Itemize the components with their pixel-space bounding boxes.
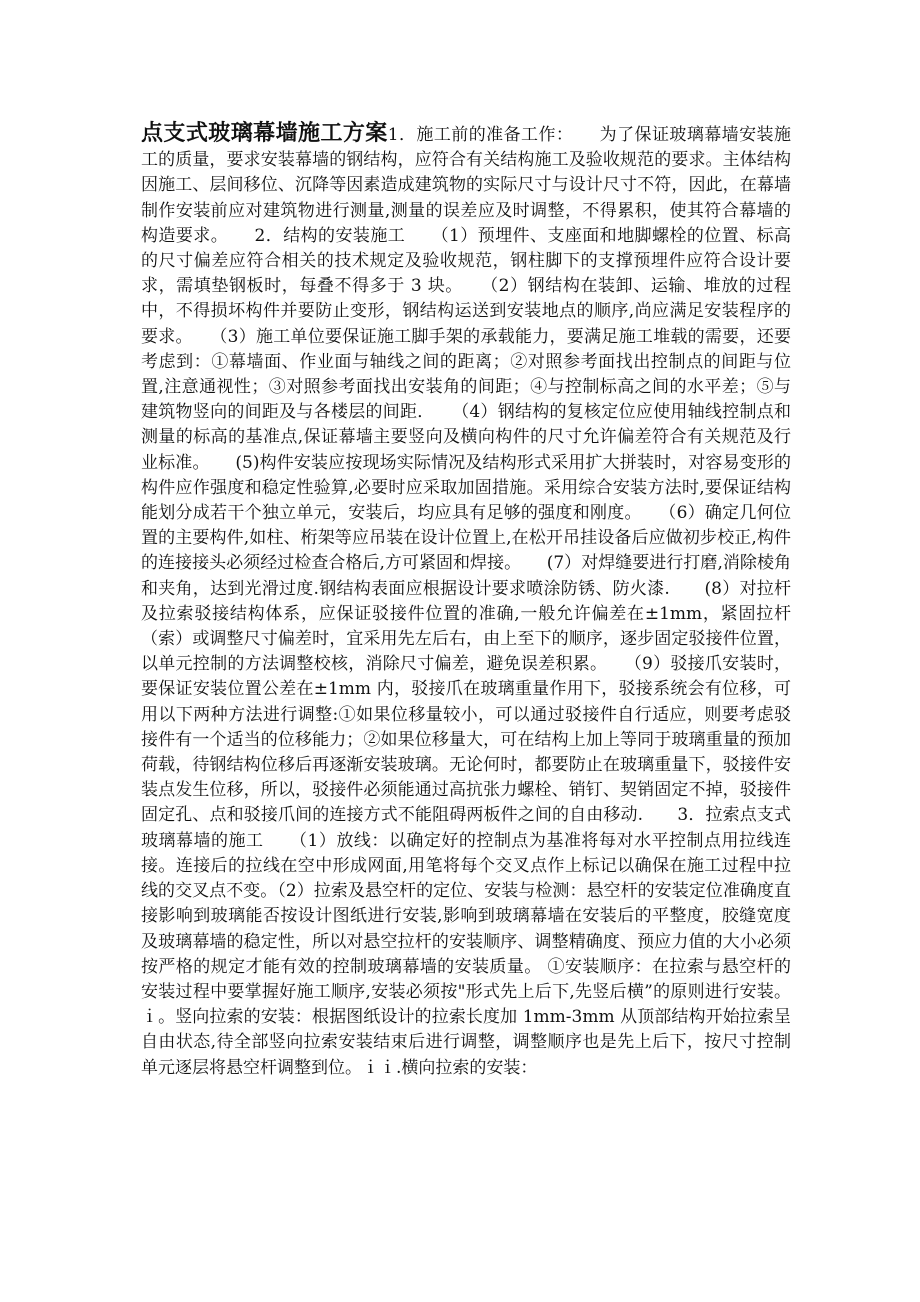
document-body: 1．施工前的准备工作： 为了保证玻璃幕墙安装施工的质量，要求安装幕墙的钢结构，应符合有关结构施工及验收规范的要求。主体结构因施工、层间移位、沉降等因素造成建筑物的实际尺寸与设计尺寸不符，因此，在幕墙制作安装前应对建筑物进行测量,测量的误差应及时调整，不得累积，使其符合幕墙的构造要求。 2．结构的安装施工 （1）预埋件、支座面和地脚螺栓的位置、标高的尺寸偏差应符合相关的技术规定及验收规范，钢柱脚下的支撑预埋件应符合设计要求，需填垫钢板时，每叠不得多于 3 块。 （2）钢结构在装卸、运输、堆放的过程中，不得损坏构件并要防止变形，钢结构运送到安装地点的顺序,尚应满足安装程序的要求。 （3）施工单位要保证施工脚手架的承载能力，要满足施工堆载的需要，还要考虑到：①幕墙面、作业面与轴线之间的距离；②对照参考面找出控制点的间距与位置,注意通视性；③对照参考面找出安装角的间距；④与控制标高之间的水平差；⑤与建筑物竖向的间距及与各楼层的间距． （4）钢结构的复核定位应使用轴线控制点和测量的标高的基准点,保证幕墙主要竖向及横向构件的尺寸允许偏差符合有关规范及行业标准。 (5)构件安装应按现场实际情况及结构形式采用扩大拼装时，对容易变形的构件应作强度和稳定性验算,必要时应采取加固措施。采用综合安装方法时,要保证结构能划分成若干个独立单元，安装后，均应具有足够的强度和刚度。 （6）确定几何位置的主要构件,如柱、桁架等应吊装在设计位置上,在松开吊挂设备后应做初步校正,构件的连接接头必须经过检查合格后,方可紧固和焊接。 (7）对焊缝要进行打磨,消除棱角和夹角，达到光滑过度.钢结构表面应根据设计要求喷涂防锈、防火漆. (8）对拉杆及拉索驳接结构体系，应保证驳接件位置的准确,一般允许偏差在±1mm，紧固拉杆（索）或调整尺寸偏差时，宜采用先左后右，由上至下的顺序，逐步固定驳接件位置，以单元控制的方法调整校核，消除尺寸偏差，避免误差积累。 （9）驳接爪安装时，要保证安装位置公差在±1mm 内，驳接爪在玻璃重量作用下，驳接系统会有位移，可用以下两种方法进行调整:①如果位移量较小，可以通过驳接件自行适应，则要考虑驳接件有一个适当的位移能力；②如果位移量大，可在结构上加上等同于玻璃重量的预加荷载，待钢结构位移后再逐渐安装玻璃。无论何时，都要防止在玻璃重量下，驳接件安装点发生位移，所以，驳接件必须能通过高抗张力螺栓、销钉、契销固定不掉，驳接件固定孔、点和驳接爪间的连接方式不能阻碍两板件之间的自由移动. 3．拉索点支式玻璃幕墙的施工 （1）放线：以确定好的控制点为基准将每对水平控制点用拉线连接。连接后的拉线在空中形成网面,用笔将每个交叉点作上标记以确保在施工过程中拉线的交叉点不变。（2）拉索及悬空杆的定位、安装与检测：悬空杆的安装定位准确度直接影响到玻璃能否按设计图纸进行安装,影响到玻璃幕墙在安装后的平整度，胶缝宽度及玻璃幕墙的稳定性，所以对悬空拉杆的安装顺序、调整精确度、预应力值的大小必须按严格的规定才能有效的控制玻璃幕墙的安装质量。 ①安装顺序：在拉索与悬空杆的安装过程中要掌握好施工顺序,安装必须按"形式先上后下,先竖后横”的原则进行安装。ｉ。竖向拉索的安装：根据图纸设计的拉索长度加 1mm-3mm 从顶部结构开始拉索呈自由状态,待全部竖向拉索安装结束后进行调整，调整顺序也是先上后下，按尺寸控制单元逐层将悬空杆调整到位。ｉｉ.横向拉索的安装： xyxy=(141,125,791,1078)
document-title: 点支式玻璃幕墙施工方案 xyxy=(141,121,388,146)
document-text xyxy=(141,121,791,1081)
